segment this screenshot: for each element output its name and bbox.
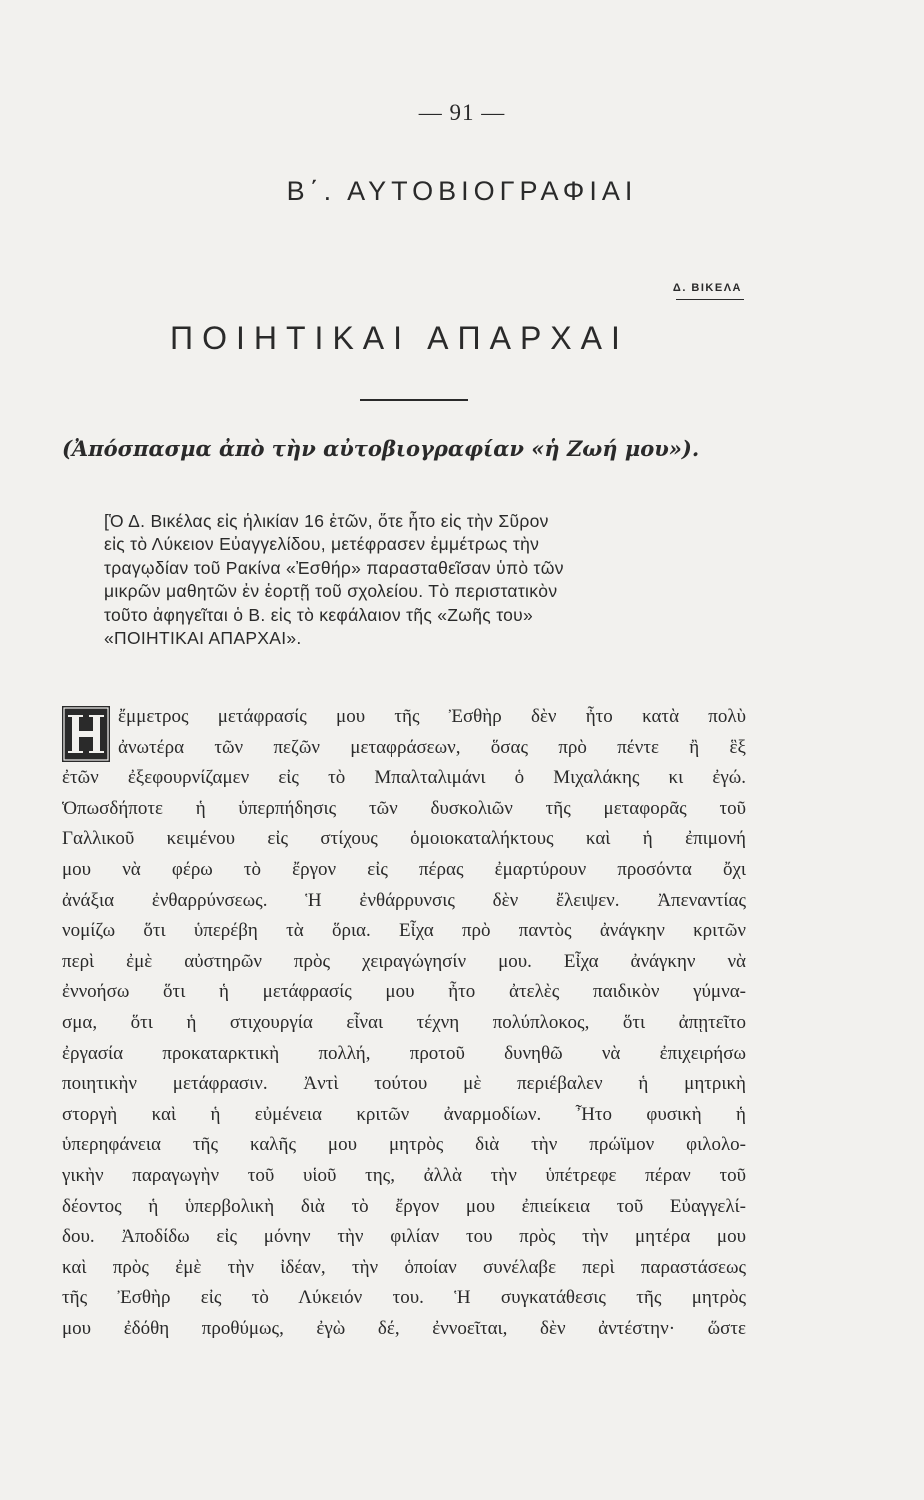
body-line: καὶ πρὸς ἐμὲ τὴν ἰδέαν, τὴν ὁποίαν συνέλαβε περὶ παραστάσεως (62, 1256, 746, 1278)
body-line: στοργὴ καὶ ἡ εὐμένεια κριτῶν ἀναρμοδίων. Ἦτο φυσικὴ ἡ (62, 1103, 746, 1125)
body-line: σμα, ὅτι ἡ στιχουργία εἶναι τέχνη πολύπλοκος, ὅτι ἀπῃτεῖτο (62, 1011, 746, 1033)
body-line: γικὴν παραγωγὴν τοῦ υἱοῦ της, ἀλλὰ τὴν ὑπέτρεφε πέραν τοῦ (62, 1164, 746, 1186)
note-line: μικρῶν μαθητῶν ἐν ἑορτῇ τοῦ σχολείου. Τὸ περιστατικὸν (104, 581, 558, 602)
note-line: τοῦτο ἀφηγεῖται ὁ Β. εἰς τὸ κεφάλαιον τῆς «Ζωῆς του» (104, 604, 534, 625)
body-line: μου νὰ φέρω τὸ ἔργον εἰς πέρας ἐμαρτύρουν προσόντα ὄχι (62, 858, 746, 880)
article-title: ΠΟΙΗΤΙΚΑΙ ΑΠΑΡΧΑΙ (170, 320, 629, 356)
note-line: [Ὁ Δ. Βικέλας εἰς ἡλικίαν 16 ἐτῶν, ὅτε ἦτο εἰς τὴν Σῦρον (104, 511, 549, 531)
body-line: ποιητικὴν μετάφρασιν. Ἀντὶ τούτου μὲ περιέβαλεν ἡ μητρικὴ (62, 1073, 746, 1095)
page-number: — 91 — (418, 100, 506, 125)
body-line: μου ἐδόθη προθύμως, ἐγὼ δέ, ἐννοεῖται, δὲν ἀντέστην· ὥστε (62, 1317, 746, 1339)
body-line: Γαλλικοῦ κειμένου εἰς στίχους ὁμοιοκαταλήκτους καὶ ἡ ἐπιμονή (62, 828, 746, 850)
author-name: Δ. ΒΙΚΕΛΑ (672, 282, 742, 294)
editor-note (104, 510, 746, 650)
body-line: νομίζω ὅτι ὑπερέβη τὰ ὅρια. Εἶχα πρὸ παντὸς ἀνάγκην κριτῶν (62, 920, 746, 942)
section-title: Β΄. ΑΥΤΟΒΙΟΓΡΑΦΙΑΙ (286, 176, 638, 206)
body-line: ἀνάξια ἐνθαρρύνσεως. Ἡ ἐνθάρρυνσις δὲν ἔλειψεν. Ἀπεναντίας (62, 889, 746, 911)
article-subtitle: (Ἀπόσπασμα ἀπὸ τὴν αὐτοβιογραφίαν «ἡ Ζωή μου»). (62, 436, 700, 461)
body-line: ἐργασία προκαταρκτικὴ πολλή, προτοῦ δυνηθῶ νὰ ἐπιχειρήσω (62, 1042, 746, 1064)
body-line: δέοντος ἡ ὑπερβολικὴ διὰ τὸ ἔργον μου ἐπιείκεια τοῦ Εὐαγγελί- (62, 1195, 746, 1217)
body-line: ἐτῶν ἐξεφουρνίζαμεν εἰς τὸ Μπαλταλιμάνι ὁ Μιχαλάκης κι ἐγώ. (62, 767, 746, 789)
body-line: ὑπερηφάνεια τῆς καλῆς μου μητρὸς διὰ τὴν πρώϊμον φιλολο- (62, 1134, 746, 1156)
body-line: περὶ ἐμὲ αὐστηρῶν πρὸς χειραγώγησίν μου. Εἶχα ἀνάγκην νὰ (62, 950, 746, 972)
body-line: Ὁπωσδήποτε ἡ ὑπερπήδησις τῶν δυσκολιῶν τῆς μεταφορᾶς τοῦ (62, 797, 746, 819)
author-underline (676, 299, 744, 300)
body-line: ἔμμετρος μετάφρασίς μου τῆς Ἐσθὴρ δὲν ἦτο κατὰ πολὺ (118, 706, 746, 727)
note-line: τραγῳδίαν τοῦ Ρακίνα «Ἐσθήρ» παρασταθεῖσαν ὑπὸ τῶν (104, 557, 564, 578)
note-line: «ΠΟΙΗΤΙΚΑΙ ΑΠΑΡΧΑΙ». (104, 628, 302, 649)
note-line: εἰς τὸ Λύκειον Εὐαγγελίδου, μετέφρασεν ἐμμέτρως τὴν (104, 534, 540, 555)
body-line: ἀνωτέρα τῶν πεζῶν μεταφράσεων, ὅσας πρὸ πέντε ἢ ἓξ (118, 736, 746, 758)
body-line: τῆς Ἐσθὴρ εἰς τὸ Λύκειόν του. Ἡ συγκατάθεσις τῆς μητρὸς (62, 1287, 746, 1309)
body-text (62, 702, 746, 1344)
body-line: δου. Ἀποδίδω εἰς μόνην τὴν φιλίαν του πρὸς τὴν μητέρα μου (62, 1226, 746, 1248)
title-rule (360, 399, 468, 401)
dropcap-letter-picture (62, 706, 110, 762)
body-line: ἐννοήσω ὅτι ἡ μετάφρασίς μου ἦτο ἀτελὲς παιδικὸν γύμνα- (62, 981, 746, 1003)
